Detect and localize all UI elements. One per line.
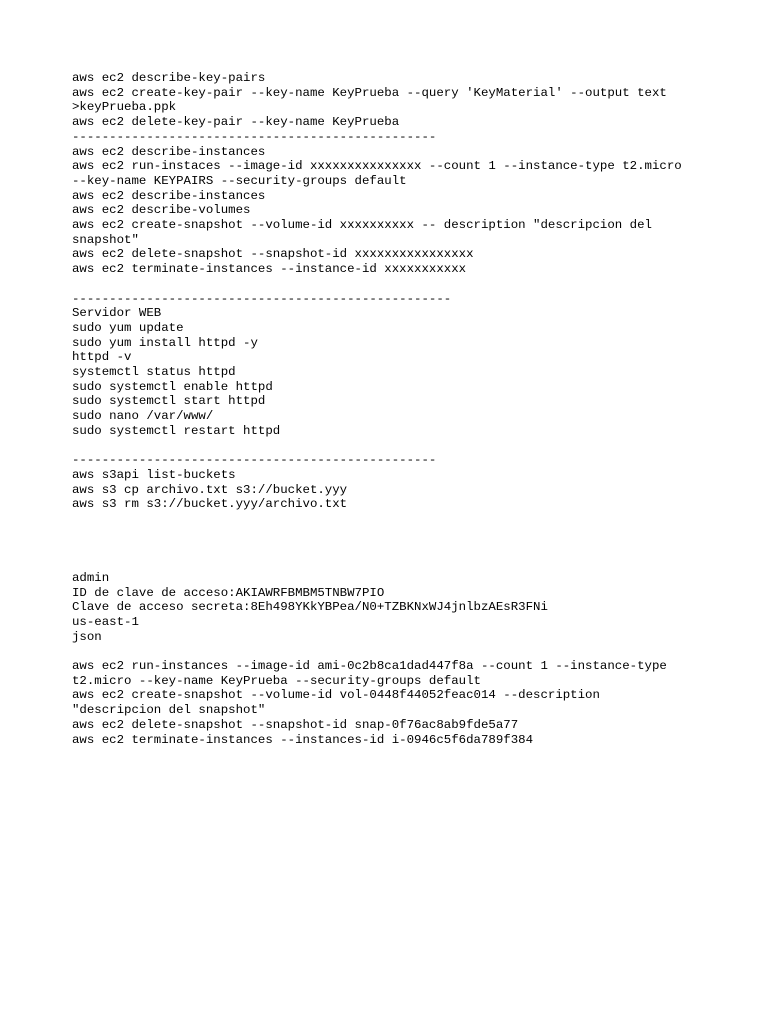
text-line: sudo nano /var/www/ [72, 409, 214, 424]
text-line [72, 277, 712, 292]
text-line: --key-name KEYPAIRS --security-groups default [72, 173, 407, 188]
text-line: aws ec2 describe-instances [72, 144, 266, 159]
text-line [72, 512, 712, 527]
text-line: ------------------------------------------------- [72, 453, 437, 468]
text-line: "descripcion del snapshot" [72, 703, 266, 718]
text-line [72, 541, 712, 556]
text-line: aws ec2 delete-snapshot --snapshot-id snap-0f76ac8ab9fde5a77 [72, 717, 519, 732]
text-line: httpd -v [72, 350, 132, 365]
text-line: aws ec2 run-instaces --image-id xxxxxxxxxxxxxxx --count 1 --instance-type t2.micro [72, 159, 682, 174]
text-line: --------------------------------------------------- [72, 291, 452, 306]
text-line: us-east-1 [72, 614, 139, 629]
text-line: >keyPrueba.ppk [72, 100, 177, 115]
text-line: sudo systemctl start httpd [72, 394, 266, 409]
text-line: aws s3 cp archivo.txt s3://bucket.yyy [72, 482, 348, 497]
text-line: sudo yum update [72, 320, 184, 335]
text-line [72, 556, 712, 571]
text-line: aws ec2 terminate-instances --instance-id xxxxxxxxxxx [72, 262, 467, 277]
text-line: aws ec2 create-key-pair --key-name KeyPrueba --query 'KeyMaterial' --output text [72, 85, 667, 100]
text-line: json [72, 629, 102, 644]
text-line: sudo systemctl restart httpd [72, 423, 281, 438]
text-line: Clave de acceso secreta:8Eh498YKkYBPea/N0+TZBKNxWJ4jnlbzAEsR3FNi [72, 600, 548, 615]
text-line: snapshot" [72, 232, 139, 247]
text-line: aws ec2 create-snapshot --volume-id vol-0448f44052feac014 --description [72, 688, 600, 703]
text-line: aws ec2 run-instances --image-id ami-0c2b8ca1dad447f8a --count 1 --instance-type [72, 659, 667, 674]
text-line [72, 527, 712, 542]
text-line: admin [72, 570, 110, 585]
text-line: aws s3api list-buckets [72, 467, 236, 482]
text-line: systemctl status httpd [72, 365, 236, 380]
text-line: aws ec2 create-snapshot --volume-id xxxxxxxxxx -- description "descripcion del [72, 218, 652, 233]
text-line: sudo yum install httpd -y [72, 335, 258, 350]
text-line: aws ec2 describe-key-pairs [72, 71, 266, 85]
text-line: ID de clave de acceso:AKIAWRFBMBM5TNBW7PIO [72, 585, 385, 600]
text-line [72, 644, 712, 659]
text-line: ------------------------------------------------- [72, 129, 437, 144]
text-line [72, 439, 712, 454]
text-line: aws ec2 describe-instances [72, 188, 266, 203]
text-line: sudo systemctl enable httpd [72, 379, 273, 394]
text-line: aws ec2 delete-snapshot --snapshot-id xxxxxxxxxxxxxxxx [72, 247, 474, 262]
text-line: Servidor WEB [72, 306, 162, 321]
text-line: aws ec2 delete-key-pair --key-name KeyPrueba [72, 115, 400, 130]
text-line: aws ec2 describe-volumes [72, 203, 251, 218]
text-line: aws ec2 terminate-instances --instances-id i-0946c5f6da789f384 [72, 732, 534, 747]
document-body [72, 71, 712, 747]
text-line: aws s3 rm s3://bucket.yyy/archivo.txt [72, 497, 348, 512]
text-line: t2.micro --key-name KeyPrueba --security-groups default [72, 673, 481, 688]
